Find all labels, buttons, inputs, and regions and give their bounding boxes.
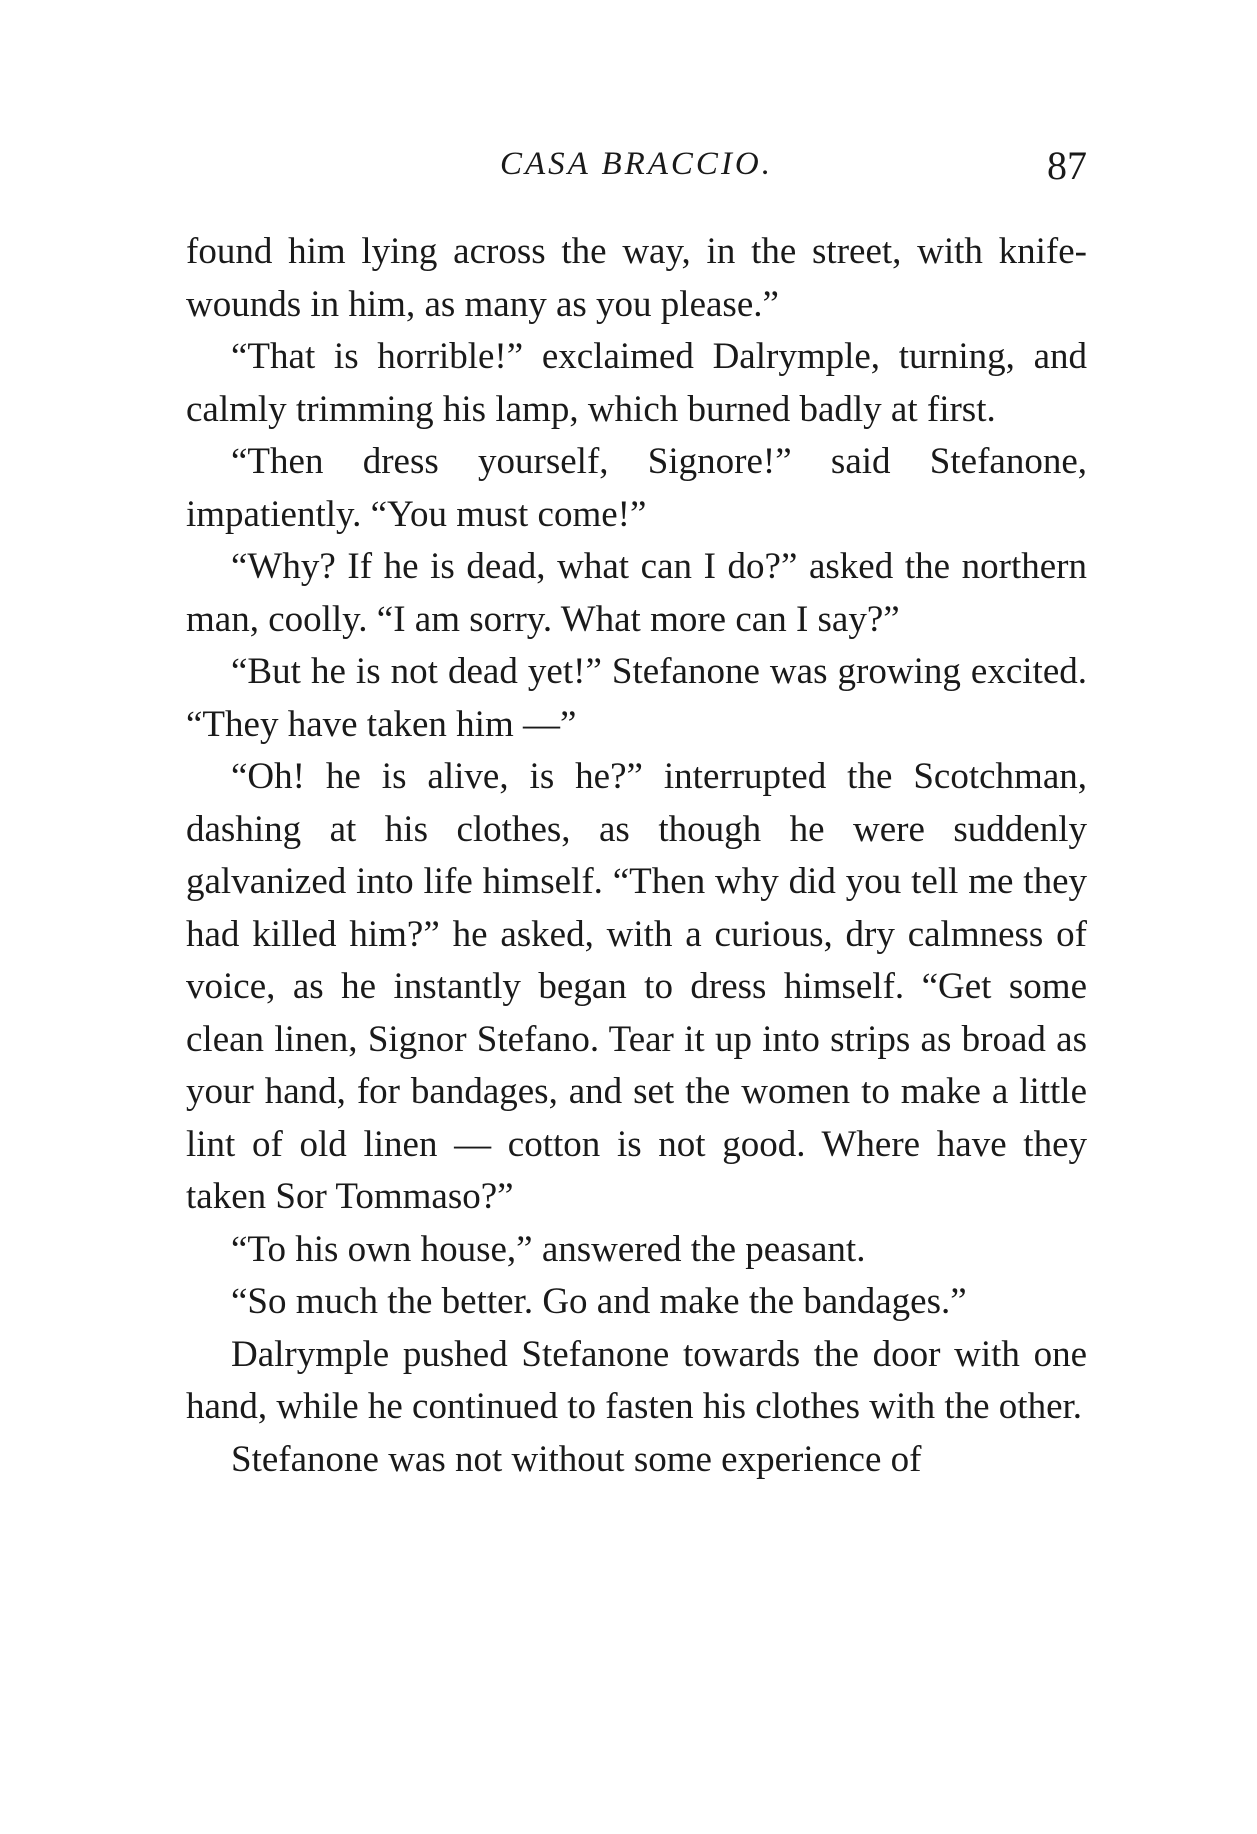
running-title: CASA BRACCIO. [499, 146, 774, 182]
paragraph: Stefanone was not without some experience of [231, 1438, 922, 1480]
paragraph: “That is horrible!” exclaimed Dalrymple, turning, and calmly trimming his lamp, which burned badly at first. [186, 336, 1087, 430]
page-number: 87 [1047, 143, 1087, 188]
page-header [186, 142, 1087, 192]
paragraph: “So much the better. Go and make the bandages.” [231, 1281, 967, 1322]
paragraph: “Then dress yourself, Signore!” said Stefanone, impatiently. “You must come!” [186, 441, 1087, 535]
body-text [186, 226, 1087, 1486]
paragraph: Dalrymple pushed Stefanone towards the door with one hand, while he continued to fasten his clothes with the other. [186, 1333, 1087, 1427]
paragraph: “But he is not dead yet!” Stefanone was growing excited. “They have taken him —” [186, 651, 1087, 745]
paragraph: “Oh! he is alive, is he?” interrupted the Scotchman, dashing at his clothes, as though he were suddenly galvanized into life himself. “Then why did you tell me they had killed him?” he asked, with a curious, dry calmness of voice, as he instantly began to dress himself. “Get some clean linen, Signor Stefano. Tear it up into strips as broad as your hand, for bandages, and set the women to make a little lint of old linen — cotton is not good. Where have they taken Sor Tommaso?” [186, 756, 1087, 1217]
paragraph: found him lying across the way, in the street, with knife-wounds in him, as many as you please.” [186, 231, 1087, 325]
paragraph: “To his own house,” answered the peasant. [231, 1228, 866, 1270]
paragraph: “Why? If he is dead, what can I do?” asked the northern man, coolly. “I am sorry. What more can I say?” [186, 546, 1087, 640]
